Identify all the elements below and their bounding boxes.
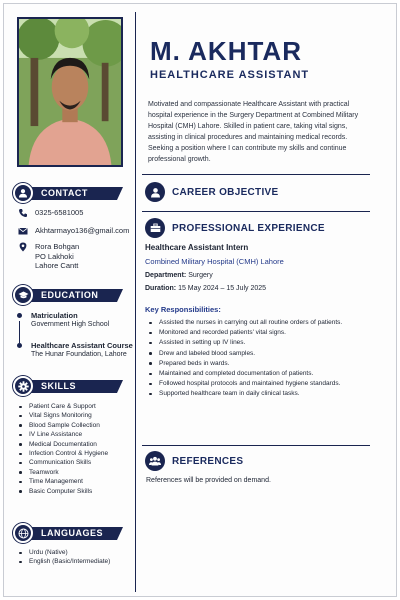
timeline-dot [17, 343, 22, 348]
organization: Combined Military Hospital (CMH) Lahore [145, 257, 284, 266]
job-title: Healthcare Assistant Intern [145, 243, 249, 252]
responsibility-item: Prepared beds in wards. [147, 359, 342, 369]
duration-value: 15 May 2024 – 15 July 2025 [178, 285, 267, 292]
responsibility-item: Monitored and recorded patients' vital signs. [147, 328, 342, 338]
languages-title: LANGUAGES [41, 528, 104, 538]
responsibility-item: Followed hospital protocols and maintained hygiene standards. [147, 379, 342, 389]
responsibility-item: Supported healthcare team in daily clinical tasks. [147, 389, 342, 399]
department-label: Department: [145, 272, 187, 279]
phone-number[interactable]: 0325-6581005 [35, 208, 84, 217]
duration-row [145, 285, 266, 292]
candidate-role: HEALTHCARE ASSISTANT [150, 69, 310, 81]
responsibility-item: Assisted the nurses in carrying out all routine orders of patients. [147, 318, 342, 328]
address [35, 242, 79, 271]
responsibility-item: Drew and labeled blood samples. [147, 349, 342, 359]
person-icon [145, 182, 165, 202]
skill-item: Time Management [17, 477, 108, 486]
candidate-name: M. AKHTAR [150, 36, 302, 66]
skill-item: Basic Computer Skills [17, 487, 108, 496]
skill-item: Vital Signs Monitoring [17, 411, 108, 420]
skill-item: Medical Documentation [17, 440, 108, 449]
responsibility-item: Maintained and completed documentation of patients. [147, 369, 342, 379]
references-title: REFERENCES [172, 456, 244, 467]
skills-title: SKILLS [41, 381, 77, 391]
section-divider [142, 211, 370, 212]
education-institute: The Hunar Foundation, Lahore [31, 351, 127, 358]
address-line: Rora Bohgan [35, 242, 80, 251]
profile-photo [17, 17, 123, 167]
timeline-line [19, 321, 20, 343]
education-degree: Matriculation [31, 311, 78, 320]
skills-header [13, 377, 123, 395]
contact-header [13, 184, 123, 202]
experience-title: PROFESSIONAL EXPERIENCE [172, 223, 325, 234]
department-row [145, 272, 213, 279]
globe-icon [13, 523, 33, 543]
address-line: PO Lakhoki [35, 251, 74, 261]
language-item: Urdu (Native) [17, 548, 110, 557]
education-header [13, 286, 123, 304]
graduation-cap-icon [13, 285, 33, 305]
career-objective-title: CAREER OBJECTIVE [172, 187, 279, 198]
location-pin-icon [18, 242, 28, 252]
section-divider [142, 174, 370, 175]
duration-label: Duration: [145, 285, 177, 292]
section-divider [142, 445, 370, 446]
column-divider [135, 12, 136, 592]
user-icon [13, 183, 33, 203]
education-institute: Government High School [31, 321, 110, 328]
skill-item: Communication Skills [17, 458, 108, 467]
education-degree: Healthcare Assistant Course [31, 341, 133, 350]
references-text: References will be provided on demand. [146, 477, 271, 484]
languages-header [13, 524, 123, 542]
department-value: Surgery [188, 272, 213, 279]
skills-list [17, 402, 108, 496]
responsibilities-list [147, 318, 342, 400]
skill-item: Blood Sample Collection [17, 421, 108, 430]
skill-item: IV Line Assistance [17, 430, 108, 439]
contact-title: CONTACT [41, 188, 88, 198]
responsibility-item: Assisted in setting up IV lines. [147, 338, 342, 348]
skill-item: Infection Control & Hygiene [17, 449, 108, 458]
responsibilities-title: Key Responsibilities: [145, 305, 221, 314]
gear-icon [13, 376, 33, 396]
mail-icon [18, 226, 28, 236]
skill-item: Patient Care & Support [17, 402, 108, 411]
language-item: English (Basic/Intermediate) [17, 557, 110, 566]
group-icon [145, 451, 165, 471]
education-title: EDUCATION [41, 290, 99, 300]
phone-icon [18, 208, 28, 218]
skill-item: Teamwork [17, 468, 108, 477]
languages-list [17, 548, 110, 567]
address-line: Lahore Cantt [35, 261, 79, 270]
profile-summary: Motivated and compassionate Healthcare Assistant with practical hospital experience in the Surgery Department at Combined Military Hospital (CMH) Lahore. Skilled in patient care, taking vital signs, assisting in clinical procedures and maintaining medical records. Seeking a position where I can contribute my skills and continue professional growth. [148, 101, 359, 163]
briefcase-icon [145, 218, 165, 238]
timeline-dot [17, 313, 22, 318]
email-address[interactable]: Akhtarmayo136@gmail.com [35, 226, 130, 235]
